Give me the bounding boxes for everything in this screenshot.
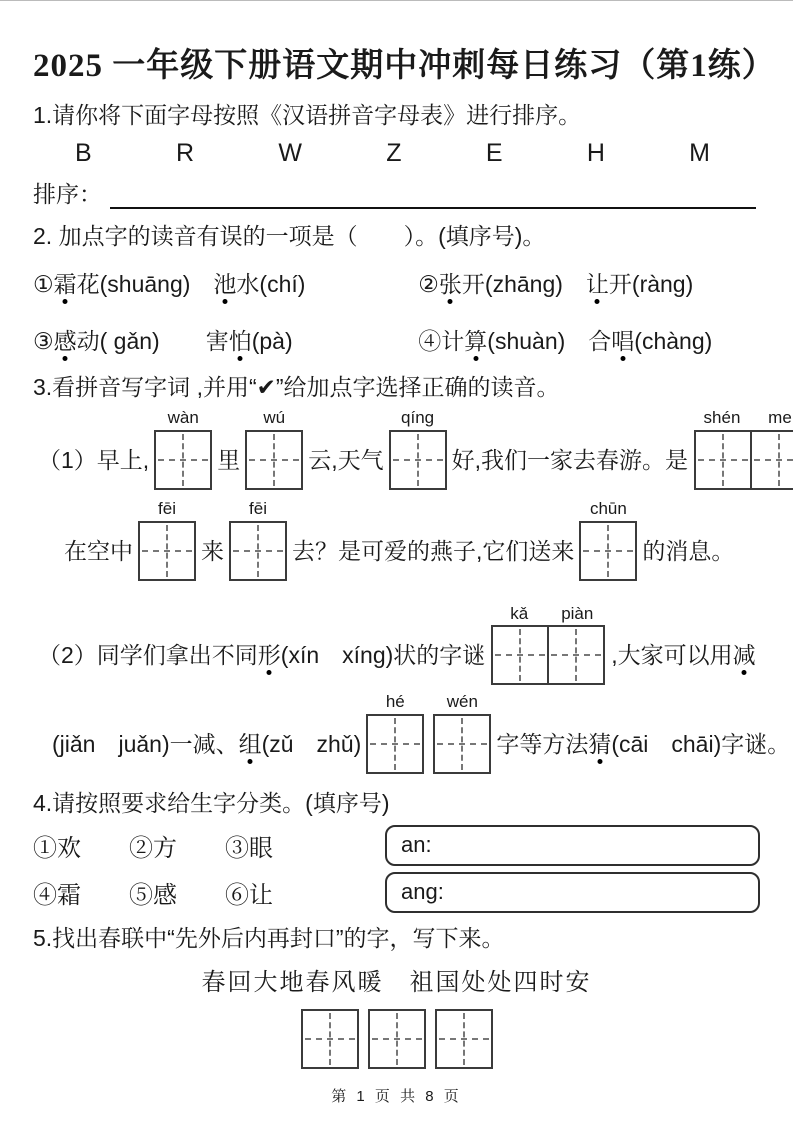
text-segment: 开(zhāng) [461, 271, 586, 298]
dotted-char: 唱 [611, 323, 634, 356]
q2-options [33, 266, 760, 356]
answer-box-ang-label: ang: [401, 879, 444, 905]
q5-prompt: 5.找出春联中“先外后内再封口”的字，写下来。 [33, 924, 505, 951]
writing-box[interactable] [491, 625, 549, 685]
pinyin-syllable: me [768, 408, 792, 428]
fill-text [64, 533, 133, 566]
text-segment: 字等方法 [496, 731, 589, 758]
writing-box[interactable] [368, 1009, 426, 1069]
pinyin-box-group [138, 500, 196, 581]
dotted-char: 怕 [229, 323, 252, 356]
question-5 [33, 923, 760, 1069]
q4-row-2 [33, 872, 760, 913]
sort-answer-line[interactable] [110, 181, 756, 209]
dotted-char: 张 [439, 266, 462, 299]
text-segment: 在空中 [64, 537, 133, 564]
pinyin-box-group [579, 500, 637, 581]
writing-box-row [138, 521, 196, 581]
pinyin-box-group [301, 1009, 359, 1069]
question-1 [33, 100, 760, 209]
writing-box[interactable] [245, 430, 303, 490]
q2-option-1 [33, 266, 418, 299]
fill-text [201, 533, 224, 566]
pinyin-syllable: fēi [158, 498, 176, 518]
sort-label: 排序： [33, 181, 102, 208]
q2-prompt: 2. 加点字的读音有误的一项是（ ）。(填序号)。 [33, 223, 546, 250]
text-segment: （2）同学们拿出不同 [38, 642, 258, 669]
q4-characters-1: ①欢 ②方 ③眼 [33, 834, 273, 862]
text-segment: 水(chí) [236, 271, 306, 298]
sort-answer-row [33, 176, 760, 209]
question-3 [33, 372, 792, 774]
q5-writing-boxes [33, 1009, 760, 1069]
writing-box-row [301, 1009, 359, 1069]
text-segment: 来 [201, 537, 224, 564]
question-2 [33, 221, 760, 356]
text-segment: 动( gǎn) 害 [76, 328, 229, 355]
pinyin-syllable: shén [703, 408, 741, 428]
pinyin-label [138, 500, 196, 519]
fill-text [292, 533, 574, 566]
writing-box[interactable] [229, 521, 287, 581]
dotted-char: 感 [54, 323, 77, 356]
dotted-char: 减 [733, 637, 756, 670]
writing-box[interactable] [366, 714, 424, 774]
q2-option-4 [418, 323, 760, 356]
letter-item: R [175, 139, 195, 168]
writing-box[interactable] [435, 1009, 493, 1069]
writing-box[interactable] [750, 430, 793, 490]
answer-box-ang[interactable] [385, 872, 760, 913]
q2-option-2 [418, 266, 760, 299]
answer-box-an[interactable] [385, 825, 760, 866]
writing-box-row [229, 521, 287, 581]
pinyin-syllable: hé [385, 692, 405, 712]
dotted-char: 形 [258, 637, 281, 670]
pinyin-label [245, 409, 303, 428]
q3-prompt: 3.看拼音写字词 ,并用“✔”给加点字选择正确的读音。 [33, 374, 560, 401]
writing-box[interactable] [138, 521, 196, 581]
q4-row-1 [33, 825, 760, 866]
letters-row [33, 139, 760, 168]
q2-option-3 [33, 323, 418, 356]
fill-line-3 [33, 605, 760, 686]
q4-characters-2: ④霜 ⑤感 ⑥让 [33, 881, 273, 909]
text-segment: ③ [33, 328, 54, 355]
page-title: 2025 一年级下册语文期中冲刺每日练习（第1练） [33, 48, 776, 84]
writing-box-row [366, 714, 424, 774]
page-number: 第 1 页 共 8 页 [331, 1088, 462, 1105]
pinyin-box-group [368, 1009, 426, 1069]
letter-item: M [689, 139, 710, 168]
dotted-char: 组 [239, 726, 262, 759]
text-segment: (cāi chāi)字谜。 [611, 731, 791, 758]
q4-prompt: 4.请按照要求给生字分类。(填序号) [33, 789, 390, 816]
pinyin-label [154, 409, 212, 428]
pinyin-box-group [389, 409, 447, 490]
pinyin-label [229, 500, 287, 519]
fill-text [52, 726, 361, 759]
writing-box-row [491, 625, 605, 685]
pinyin-syllable: wú [263, 408, 286, 428]
writing-box-row [389, 430, 447, 490]
fill-line-2 [59, 500, 760, 581]
text-segment: (zǔ zhǔ) [261, 731, 362, 758]
fill-text [38, 637, 485, 670]
letter-item: E [485, 139, 503, 168]
writing-box-row [435, 1009, 493, 1069]
fill-text [452, 442, 688, 475]
writing-box[interactable] [301, 1009, 359, 1069]
writing-box[interactable] [154, 430, 212, 490]
fill-line-1 [33, 408, 792, 490]
pinyin-syllable: wén [446, 692, 478, 712]
writing-box-row [433, 714, 491, 774]
pinyin-box-group [490, 605, 606, 686]
text-segment: （1）早上, [38, 446, 150, 473]
dotted-char: 猜 [588, 726, 611, 759]
letter-item: Z [386, 139, 402, 168]
writing-box-row [245, 430, 303, 490]
pinyin-syllable: piàn [561, 603, 594, 623]
text-segment: 开(ràng) [608, 271, 694, 298]
text-segment: (shuàn) 合 [487, 328, 612, 355]
text-segment: ② [418, 271, 439, 298]
pinyin-label [693, 409, 793, 428]
fill-text [642, 533, 734, 566]
text-segment: 的消息。 [642, 537, 735, 564]
pinyin-box-group [229, 500, 287, 581]
text-segment: 云,天气 [308, 446, 384, 473]
text-segment: (chàng) [634, 328, 713, 355]
pinyin-syllable: wàn [167, 408, 199, 428]
pinyin-label [433, 693, 491, 712]
pinyin-box-group [435, 1009, 493, 1069]
pinyin-syllable: qíng [401, 408, 435, 428]
text-segment: ④计 [418, 328, 465, 355]
pinyin-label [490, 605, 606, 624]
writing-box[interactable] [547, 625, 605, 685]
fill-line-4 [47, 692, 791, 774]
fill-text [217, 442, 240, 475]
pinyin-box-group [154, 409, 212, 490]
writing-box[interactable] [389, 430, 447, 490]
writing-box[interactable] [579, 521, 637, 581]
couplet-text: 春回大地春风暖 祖国处处四时安 [201, 968, 592, 996]
text-segment: 去？是可爱的燕子,它们送来 [292, 537, 575, 564]
writing-box[interactable] [694, 430, 752, 490]
dotted-char: 池 [213, 266, 236, 299]
dotted-char: 算 [464, 323, 487, 356]
fill-text [496, 726, 790, 759]
pinyin-syllable: kǎ [510, 603, 529, 623]
pinyin-label [389, 409, 447, 428]
letter-item: W [278, 139, 302, 168]
fill-text [38, 442, 149, 475]
fill-text [611, 637, 755, 670]
pinyin-label [366, 693, 424, 712]
pinyin-syllable: fēi [249, 498, 267, 518]
text-segment: 好,我们一家去春游。是 [451, 446, 688, 473]
text-segment: (xín xíng)状的字谜 [280, 642, 486, 669]
writing-box-row [368, 1009, 426, 1069]
dotted-char: 霜 [54, 266, 77, 299]
answer-box-an-label: an: [401, 832, 432, 858]
text-segment: 花(shuāng) [76, 271, 214, 298]
q1-prompt: 1.请你将下面字母按照《汉语拼音字母表》进行排序。 [33, 102, 582, 128]
writing-box[interactable] [433, 714, 491, 774]
letter-item: H [586, 139, 605, 168]
writing-box-row [694, 430, 793, 490]
dotted-char: 让 [586, 266, 609, 299]
text-segment: ,大家可以用 [611, 642, 733, 669]
question-4 [33, 788, 760, 913]
pinyin-label [579, 500, 637, 519]
writing-box-row [579, 521, 637, 581]
fill-text [308, 442, 383, 475]
text-segment: (pà) [251, 328, 293, 355]
text-segment: ① [33, 271, 54, 298]
pinyin-box-group [366, 693, 424, 774]
text-segment: (jiǎn juǎn)一减、 [52, 731, 239, 758]
text-segment: 里 [217, 446, 241, 473]
pinyin-box-group [433, 693, 491, 774]
pinyin-box-group [245, 409, 303, 490]
writing-box-row [154, 430, 212, 490]
pinyin-syllable: chūn [589, 498, 627, 518]
pinyin-box-group [693, 409, 793, 490]
letter-item: B [75, 139, 92, 168]
